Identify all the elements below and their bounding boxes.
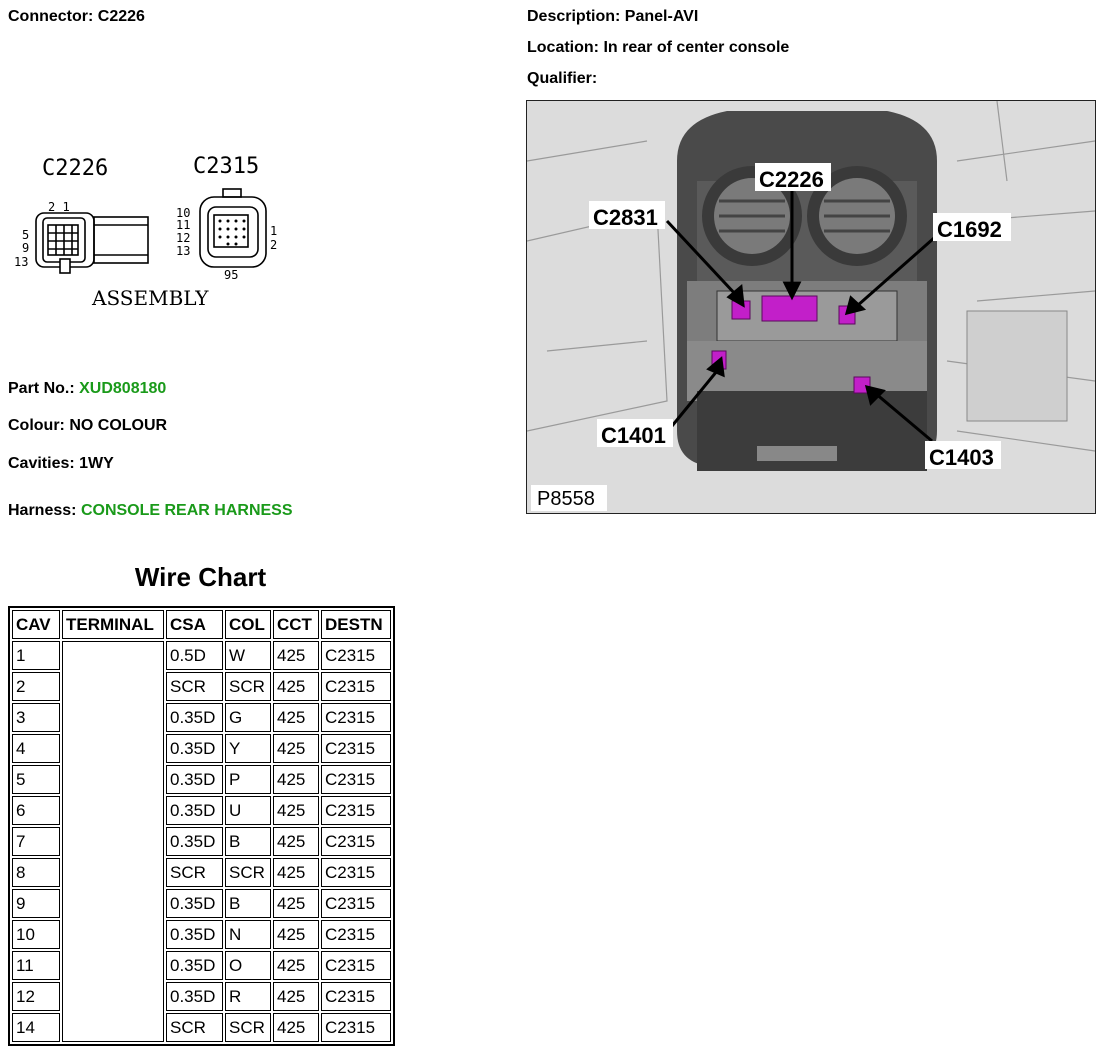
cell-cav: 1 xyxy=(12,641,60,670)
callout-c1692: C1692 xyxy=(937,217,1002,242)
cell-csa: 0.35D xyxy=(166,734,223,763)
connector-diagram xyxy=(8,145,298,320)
cell-csa: 0.35D xyxy=(166,889,223,918)
cell-cav: 9 xyxy=(12,889,60,918)
callout-c1403: C1403 xyxy=(929,445,994,470)
cell-destn: C2315 xyxy=(321,951,391,980)
description-line xyxy=(527,8,698,26)
cell-col: SCR xyxy=(225,1013,271,1042)
description-label: Description: xyxy=(527,8,621,25)
harness-link[interactable]: CONSOLE REAR HARNESS xyxy=(80,502,293,519)
part-no-link[interactable]: XUD808180 xyxy=(79,380,167,397)
cell-csa: SCR xyxy=(166,672,223,701)
cell-cct: 425 xyxy=(273,703,319,732)
diagram-right-pin-1: 1 xyxy=(270,224,278,238)
cell-csa: 0.35D xyxy=(166,951,223,980)
cell-cav: 6 xyxy=(12,796,60,825)
cell-cct: 425 xyxy=(273,858,319,887)
connector-line xyxy=(8,8,145,26)
header-cct: CCT xyxy=(273,610,319,639)
diagram-right-pin-11: 11 xyxy=(176,218,191,232)
cell-cct: 425 xyxy=(273,734,319,763)
cell-destn: C2315 xyxy=(321,641,391,670)
diagram-right-pin-13: 13 xyxy=(176,244,191,258)
header-col: COL xyxy=(225,610,271,639)
diagram-right-pin-2: 2 xyxy=(270,238,278,252)
diagram-left-pin-top: 2 1 xyxy=(48,200,70,214)
header-terminal: TERMINAL xyxy=(62,610,164,639)
diagram-right-title: C2315 xyxy=(193,154,260,179)
diagram-left-title: C2226 xyxy=(42,156,109,181)
cell-destn: C2315 xyxy=(321,765,391,794)
cell-cav: 7 xyxy=(12,827,60,856)
cell-csa: 0.35D xyxy=(166,796,223,825)
figure-id: P8558 xyxy=(537,488,595,510)
cell-cct: 425 xyxy=(273,889,319,918)
cell-destn: C2315 xyxy=(321,889,391,918)
location-label: Location: xyxy=(527,39,599,56)
wire-chart-header-row xyxy=(12,610,391,639)
c2226-connector-drawing xyxy=(36,213,148,273)
diagram-right-pin-12: 12 xyxy=(176,231,191,245)
cell-cct: 425 xyxy=(273,765,319,794)
cell-destn: C2315 xyxy=(321,920,391,949)
table-row xyxy=(12,641,391,670)
qualifier-line xyxy=(527,70,597,88)
wire-chart-body xyxy=(12,641,391,1042)
cell-destn: C2315 xyxy=(321,796,391,825)
cell-cct: 425 xyxy=(273,641,319,670)
cell-csa: 0.5D xyxy=(166,641,223,670)
diagram-left-pin-9: 9 xyxy=(22,241,30,255)
colour-label: Colour: xyxy=(8,417,65,434)
diagram-right-pin-95: 95 xyxy=(224,268,239,282)
part-no-line xyxy=(8,380,166,398)
cell-destn: C2315 xyxy=(321,982,391,1011)
diagram-right-pin-10: 10 xyxy=(176,206,191,220)
cell-cct: 425 xyxy=(273,796,319,825)
cell-csa: 0.35D xyxy=(166,827,223,856)
cell-col: W xyxy=(225,641,271,670)
cell-csa: 0.35D xyxy=(166,920,223,949)
cell-col: Y xyxy=(225,734,271,763)
location-value: In rear of center console xyxy=(603,39,790,56)
cell-col: B xyxy=(225,827,271,856)
cell-col: N xyxy=(225,920,271,949)
header-destn: DESTN xyxy=(321,610,391,639)
cell-cav: 5 xyxy=(12,765,60,794)
qualifier-label: Qualifier: xyxy=(527,70,598,87)
cell-cct: 425 xyxy=(273,951,319,980)
cell-cct: 425 xyxy=(273,827,319,856)
cell-destn: C2315 xyxy=(321,672,391,701)
cell-cav: 12 xyxy=(12,982,60,1011)
cell-cav: 10 xyxy=(12,920,60,949)
cell-destn: C2315 xyxy=(321,734,391,763)
location-line xyxy=(527,39,789,57)
diagram-caption: ASSEMBLY xyxy=(92,286,209,310)
header-cav: CAV xyxy=(12,610,60,639)
header-csa: CSA xyxy=(166,610,223,639)
cell-cav: 2 xyxy=(12,672,60,701)
cell-destn: C2315 xyxy=(321,827,391,856)
cell-cav: 3 xyxy=(12,703,60,732)
part-no-label: Part No.: xyxy=(8,380,75,397)
wire-chart-table xyxy=(8,606,395,1046)
cell-csa: SCR xyxy=(166,858,223,887)
cell-col: B xyxy=(225,889,271,918)
wire-chart-title: Wire Chart xyxy=(134,562,267,592)
cell-cav: 14 xyxy=(12,1013,60,1042)
colour-line xyxy=(8,417,167,435)
location-illustration xyxy=(527,101,1095,513)
cell-col: U xyxy=(225,796,271,825)
cell-col: SCR xyxy=(225,672,271,701)
cavities-line xyxy=(8,455,114,473)
cell-col: R xyxy=(225,982,271,1011)
cell-cct: 425 xyxy=(273,982,319,1011)
harness-label: Harness: xyxy=(8,502,77,519)
cell-cav: 8 xyxy=(12,858,60,887)
cell-destn: C2315 xyxy=(321,858,391,887)
location-photo xyxy=(526,100,1096,514)
connector-label: Connector: xyxy=(8,8,94,25)
cell-destn: C2315 xyxy=(321,703,391,732)
cell-csa: 0.35D xyxy=(166,982,223,1011)
callout-c1401: C1401 xyxy=(601,423,666,448)
description-value: Panel-AVI xyxy=(624,8,699,25)
cell-col: O xyxy=(225,951,271,980)
harness-line xyxy=(8,502,293,520)
cell-csa: 0.35D xyxy=(166,703,223,732)
diagram-left-pin-13: 13 xyxy=(14,255,29,269)
cell-destn: C2315 xyxy=(321,1013,391,1042)
connector-value: C2226 xyxy=(97,8,145,25)
cavities-label: Cavities: xyxy=(8,455,75,472)
cell-cct: 425 xyxy=(273,920,319,949)
cell-cct: 425 xyxy=(273,1013,319,1042)
cell-col: G xyxy=(225,703,271,732)
cell-cav: 4 xyxy=(12,734,60,763)
cell-cav: 11 xyxy=(12,951,60,980)
c2315-connector-drawing xyxy=(200,189,266,267)
cell-col: P xyxy=(225,765,271,794)
callout-c2831: C2831 xyxy=(593,205,658,230)
cavities-value: 1WY xyxy=(79,455,114,472)
cell-col: SCR xyxy=(225,858,271,887)
callout-c2226: C2226 xyxy=(759,167,824,192)
cell-cct: 425 xyxy=(273,672,319,701)
diagram-left-pin-5: 5 xyxy=(22,228,30,242)
cell-csa: SCR xyxy=(166,1013,223,1042)
colour-value: NO COLOUR xyxy=(69,417,168,434)
cell-csa: 0.35D xyxy=(166,765,223,794)
cell-terminal xyxy=(62,641,164,1042)
